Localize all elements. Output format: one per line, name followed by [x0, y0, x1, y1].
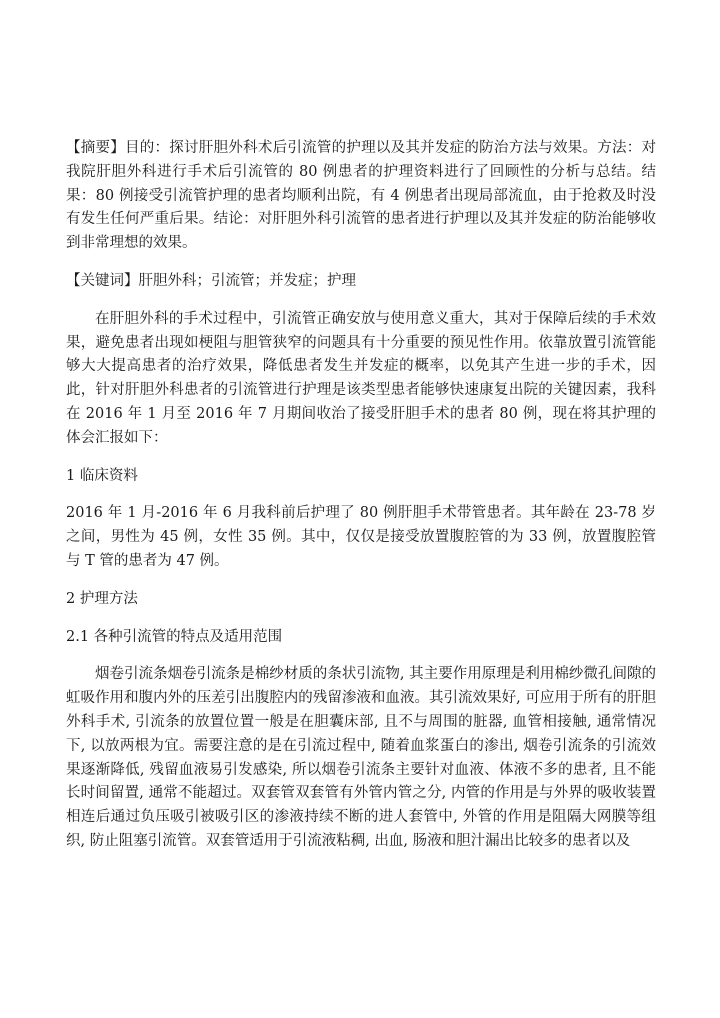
section-1-heading: 1 临床资料	[66, 467, 138, 484]
section-1-body: 2016 年 1 月-2016 年 6 月我科前后护理了 80 例肝胆手术带管患者。其年龄在 23-78 岁之间，男性为 45 例，女性 35 例。其中，仅仅是接受放置腹腔管的为 33 例，放置腹腔管与 T 管的患者为 47 例。	[66, 505, 656, 569]
document-body	[66, 137, 656, 854]
intro-paragraph: 在肝胆外科的手术过程中，引流管正确安放与使用意义重大，其对于保障后续的手术效果，避免患者出现如梗阻与胆管狭窄的问题具有十分重要的预见性作用。依靠放置引流管能够大大提高患者的治疗效果，降低患者发生并发症的概率，以免其产生进一步的手术，因此，针对肝胆外科患者的引流管进行护理是该类型患者能够快速康复出院的关键因素，我科在 2016 年 1 月至 2016 年 7 月期间收治了接受肝胆手术的患者 80 例，现在将其护理的体会汇报如下：	[66, 310, 656, 446]
section-2-1-heading: 2.1 各种引流管的特点及适用范围	[66, 628, 283, 645]
section-2-1-body: 烟卷引流条烟卷引流条是棉纱材质的条状引流物, 其主要作用原理是利用棉纱微孔间隙的虹吸作用和腹内外的压差引出腹腔内的残留渗液和血液。其引流效果好, 可应用于所有的肝胆外科手术, 引流条的放置位置一般是在胆囊床部, 且不与周围的脏器, 血管相接触, 通常情况下, 以放两根为宜。需要注意的是在引流过程中, 随着血浆蛋白的渗出, 烟卷引流条的引流效果逐渐降低, 残留血液易引发感染, 所以烟卷引流条主要针对血液、体液不多的患者, 且不能长时间留置, 通常不能超过。双套管双套管有外管内管之分, 内管的作用是与外界的吸收装置相连后通过负压吸引被吸引区的渗液持续不断的进人套管中, 外管的作用是阻隔大网膜等组织, 防止阻塞引流管。双套管适用于引流液粘稠, 出血, 肠液和胆汁漏出比较多的患者以及	[66, 666, 656, 849]
section-2-heading: 2 护理方法	[66, 590, 138, 607]
abstract-paragraph: 【摘要】目的：探讨肝胆外科术后引流管的护理以及其并发症的防治方法与效果。方法：对我院肝胆外科进行手术后引流管的 80 例患者的护理资料进行了回顾性的分析与总结。结果：80 例接受引流管护理的患者均顺利出院，有 4 例患者出现局部流血，由于抢救及时没有发生任何严重后果。结论：对肝胆外科引流管的患者进行护理以及其并发症的防治能够收到非常理想的效果。	[66, 140, 656, 252]
keywords-paragraph: 【关键词】肝胆外科；引流管；并发症；护理	[66, 272, 356, 289]
